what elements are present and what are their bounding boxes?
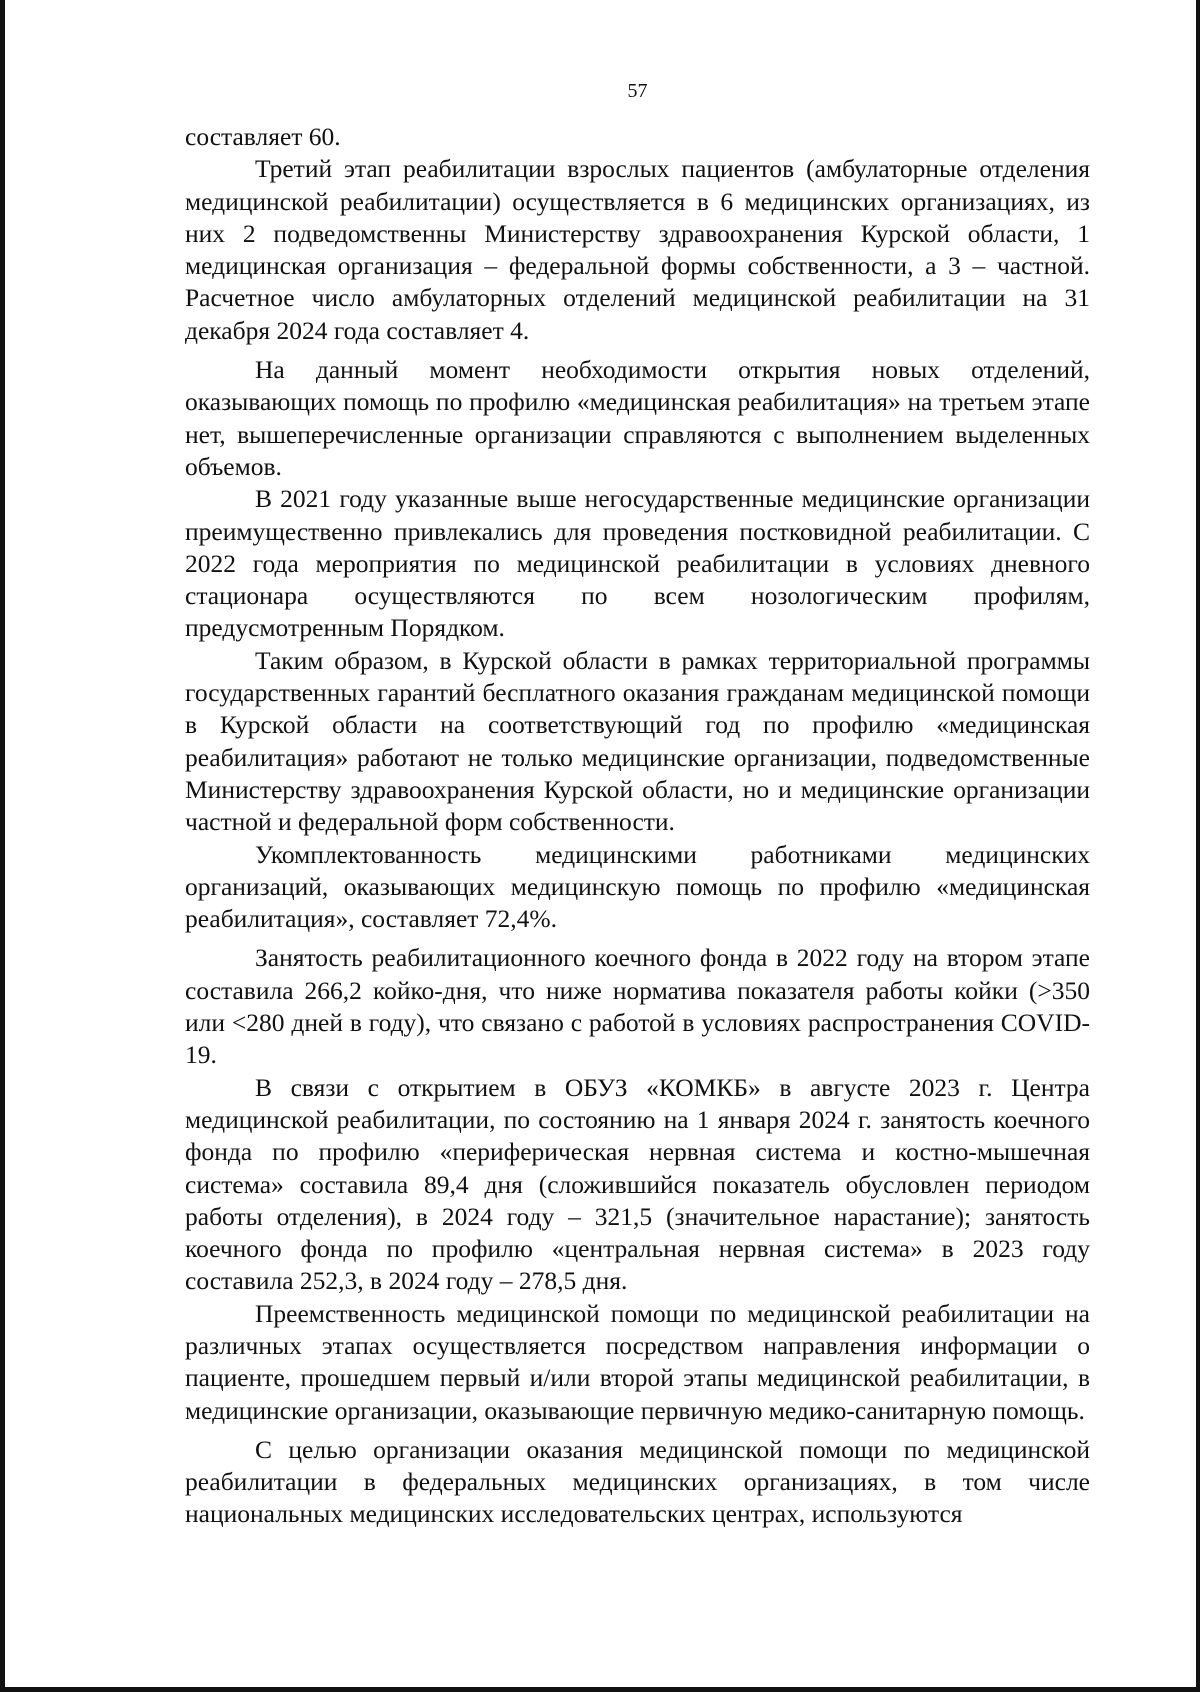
paragraph-continuity: Преемственность медицинской помощи по медицинской реабилитации на различных этапах осуществляется посредством направления информации о пациенте, прошедшем первый и/или второй этапы медицинской реабилитации, в медицинские организации, оказывающие первичную медико-санитарную помощь. xyxy=(185,1298,1090,1425)
paragraph-federal-organizations: С целью организации оказания медицинской помощи по медицинской реабилитации в федеральных медицинских организациях, в том числе национальных медицинских исследовательских центрах, используются xyxy=(185,1434,1090,1529)
paragraph-staffing: Укомплектованность медицинскими работниками медицинских организаций, оказывающих медицинскую помощь по профилю «медицинская реабилитация», составляет 72,4%. xyxy=(185,839,1090,934)
paragraph-continuation: составляет 60. xyxy=(185,122,341,151)
paragraph-territorial-program: Таким образом, в Курской области в рамках территориальной программы государственных гарантий бесплатного оказания гражданам медицинской помощи в Курской области на соответствующий год по профилю «медицинская реабилитация» работают не только медицинские организации, подведомственные Министерству здравоохранения Курской области, но и медицинские организации частной и федеральной форм собственности. xyxy=(185,645,1090,837)
paragraph-komkb-center: В связи с открытием в ОБУЗ «КОМКБ» в августе 2023 г. Центра медицинской реабилитации, по состоянию на 1 января 2024 г. занятость коечного фонда по профилю «периферическая нервная система и костно-мышечная система» составила 89,4 дня (сложившийся показатель обусловлен периодом работы отделения), в 2024 году – 321,5 (значительное нарастание); занятость коечного фонда по профилю «центральная нервная система» в 2023 году составила 252,3, в 2024 году – 278,5 дня. xyxy=(185,1072,1090,1296)
paragraph-third-stage: Третий этап реабилитации взрослых пациентов (амбулаторные отделения медицинской реабилитации) осуществляется в 6 медицинских организациях, из них 2 подведомственны Министерству здравоохранения Курской области, 1 медицинская организация – федеральной формы собственности, а 3 – частной. Расчетное число амбулаторных отделений медицинской реабилитации на 31 декабря 2024 года составляет 4. xyxy=(185,154,1090,345)
document-body xyxy=(185,121,1090,1531)
page-number: 57 xyxy=(627,80,648,102)
scan-edge-right xyxy=(1196,0,1200,1692)
paragraph-no-new-departments: На данный момент необходимости открытия новых отделений, оказывающих помощь по профилю «медицинская реабилитация» на третьем этапе нет, вышеперечисленные организации справляются с выполнением выделенных объемов. xyxy=(185,355,1090,481)
paragraph-bed-occupancy-2022: Занятость реабилитационного коечного фонда в 2022 году на втором этапе составила 266,2 койко-дня, что ниже норматива показателя работы койки (>350 или <280 дней в году), что связано с работой в условиях распространения COVID-19. xyxy=(185,943,1090,1070)
scan-edge-bottom xyxy=(0,1687,1200,1692)
paragraph-2021-postcovid: В 2021 году указанные выше негосударственные медицинские организации преимущественно привлекались для проведения постковидной реабилитации. С 2022 года мероприятия по медицинской реабилитации в условиях дневного стационара осуществляются по всем нозологическим профилям, предусмотренным Порядком. xyxy=(185,484,1090,643)
scan-edge-left xyxy=(0,0,5,1692)
